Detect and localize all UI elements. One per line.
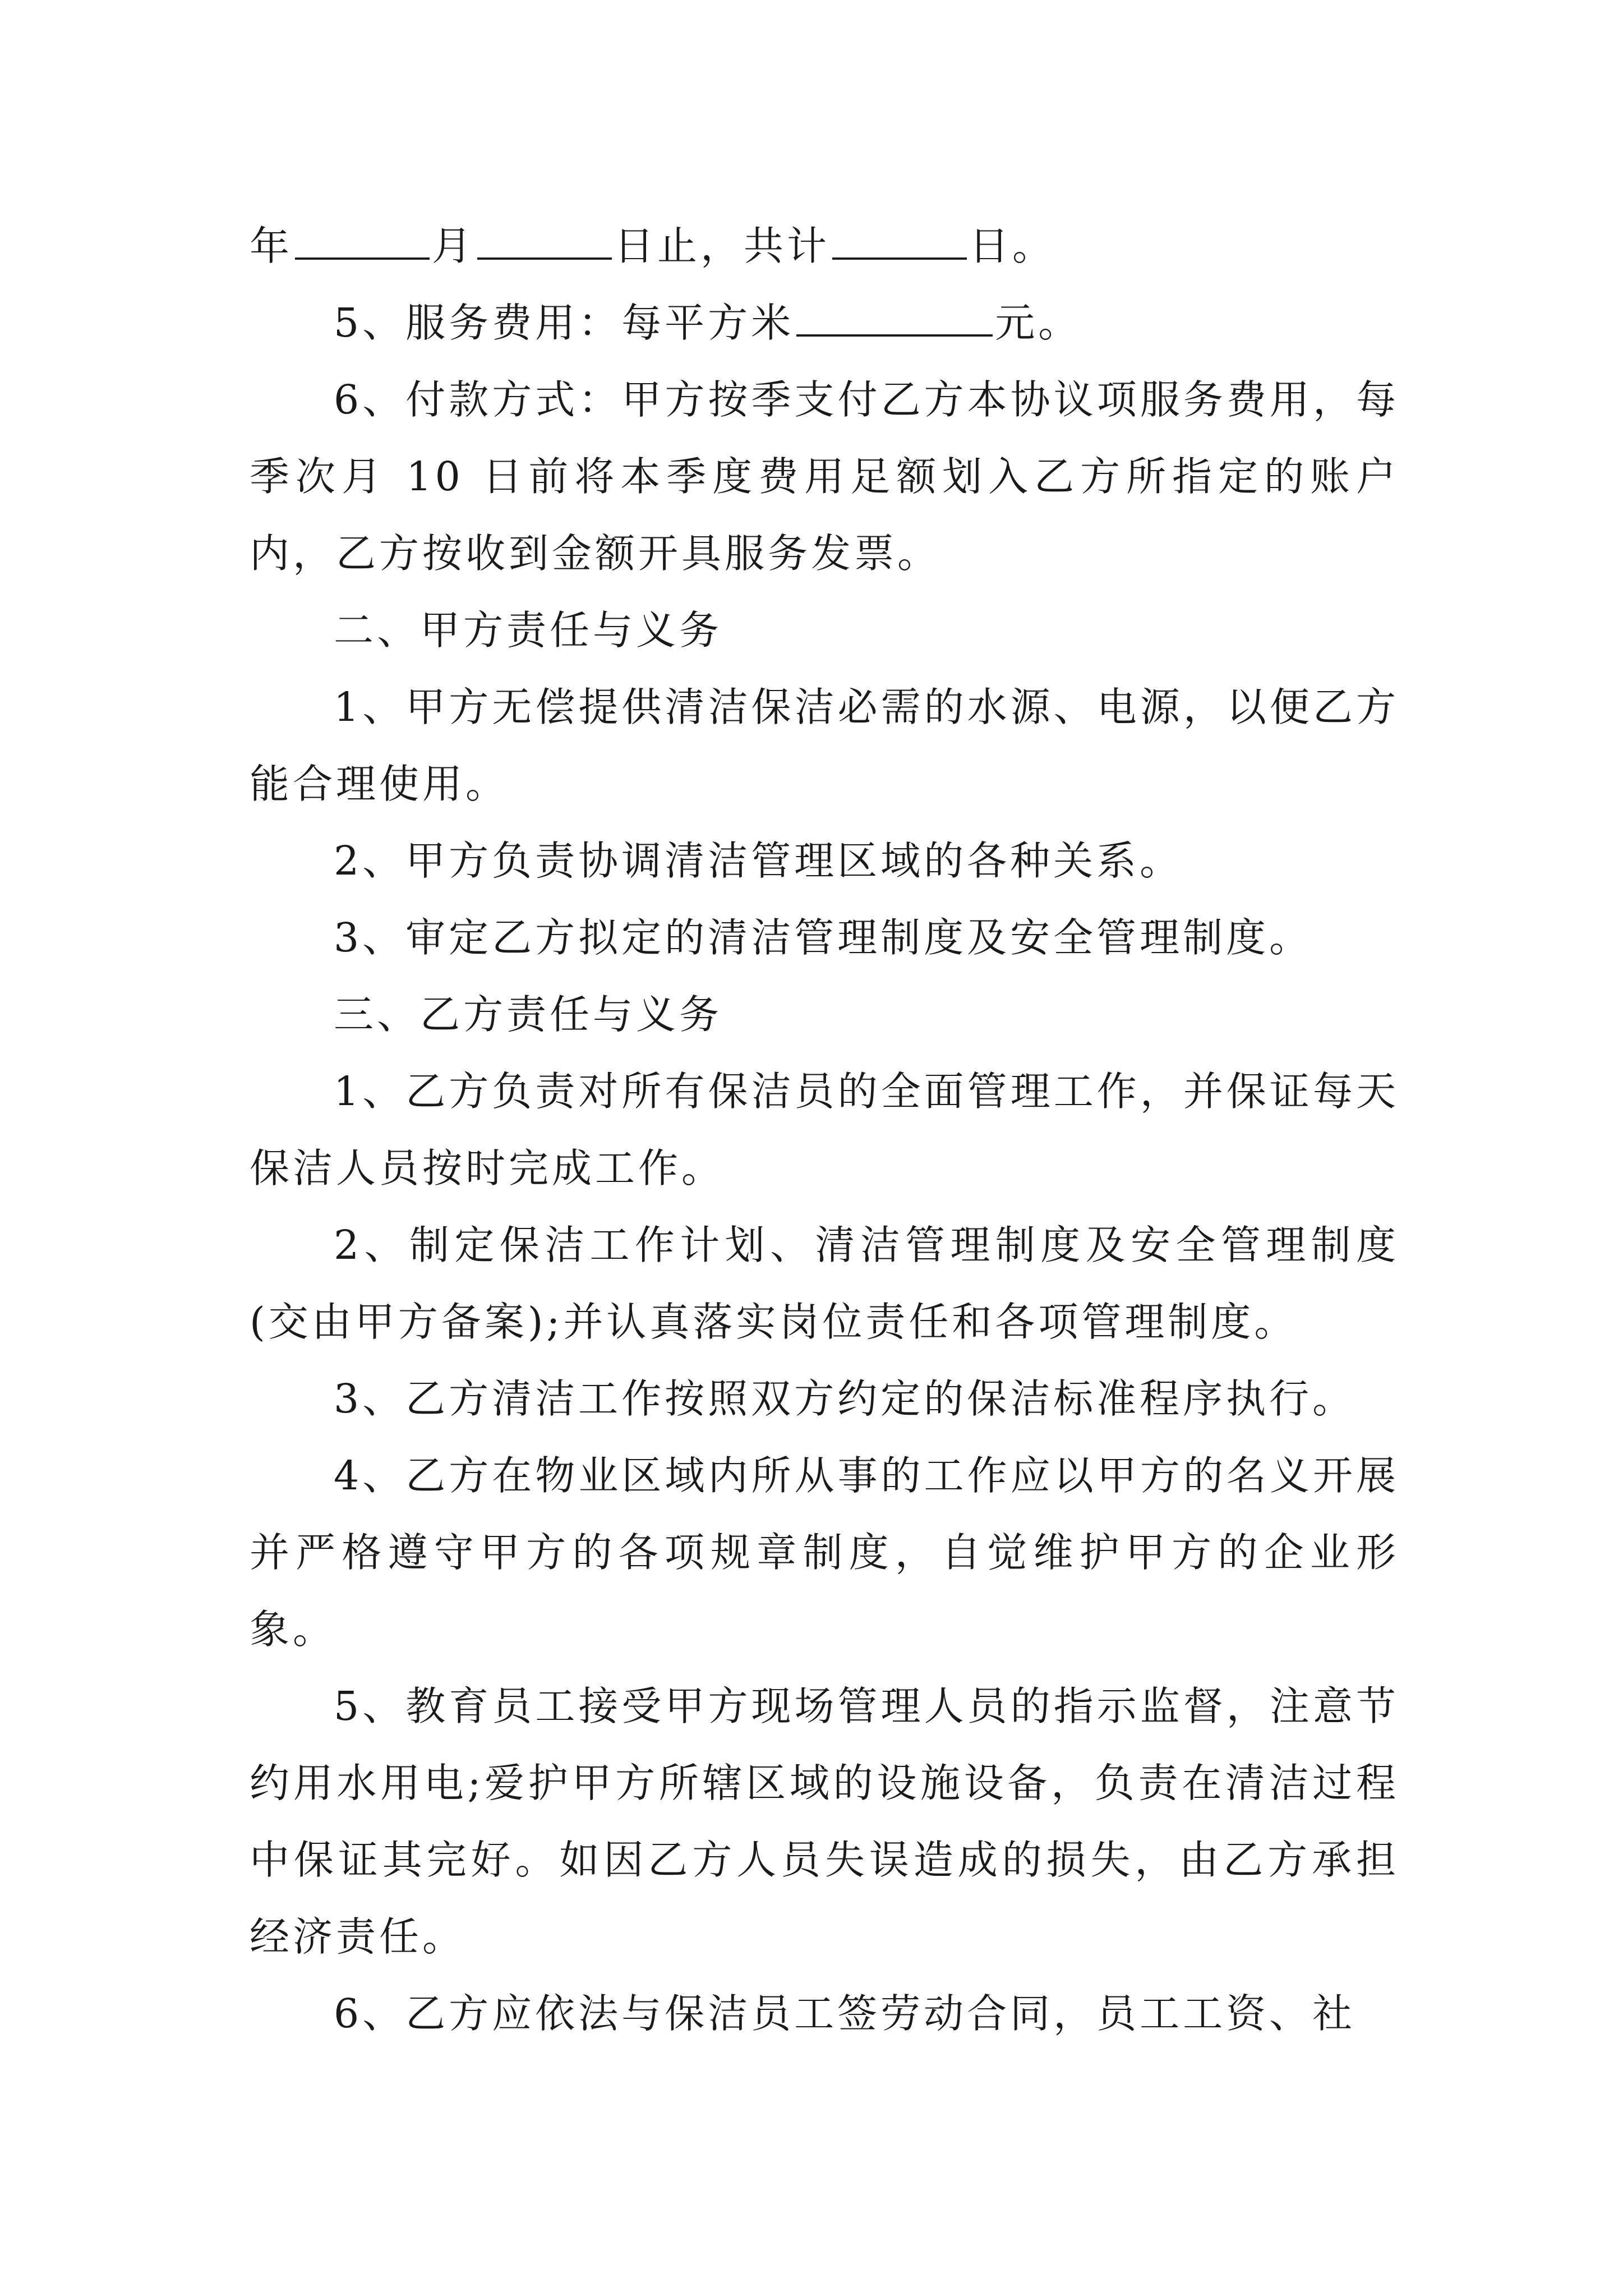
party-b-clause-4: 4、乙方在物业区域内所从事的工作应以甲方的名义开展并严格遵守甲方的各项规章制度，自觉维护甲方的企业形象。 <box>250 1452 1399 1653</box>
payment-method: 6、付款方式：甲方按季支付乙方本协议项服务费用，每季次月 10 日前将本季度费用足额划入乙方所指定的账户内，乙方按收到金额开具服务发票。 <box>250 376 1399 577</box>
party-a-clause-2: 2、甲方负责协调清洁管理区域的各种关系。 <box>334 838 1183 884</box>
party-a-clause-1: 1、甲方无偿提供清洁保洁必需的水源、电源，以便乙方能合理使用。 <box>250 684 1399 807</box>
party-a-clause-3: 3、审定乙方拟定的清洁管理制度及安全管理制度。 <box>334 914 1313 961</box>
day-blank <box>477 218 612 260</box>
day-label: 日。 <box>969 223 1056 269</box>
date-range-line <box>250 208 1399 284</box>
party-b-clause-5: 5、教育员工接受甲方现场管理人员的指示监督，注意节约用水用电;爱护甲方所辖区域的设施设备，负责在清洁过程中保证其完好。如因乙方人员失误造成的损失，由乙方承担经济责任。 <box>250 1683 1399 1960</box>
contract-body <box>250 208 1399 2052</box>
section-heading-party-b: 三、乙方责任与义务 <box>334 991 723 1038</box>
month-label: 月 <box>432 223 476 269</box>
month-blank <box>295 218 430 260</box>
section-heading-party-a: 二、甲方责任与义务 <box>334 607 723 654</box>
service-fee-line <box>250 284 1399 361</box>
party-b-clause-1: 1、乙方负责对所有保洁员的全面管理工作，并保证每天保洁人员按时完成工作。 <box>250 1068 1399 1191</box>
party-b-clause-3: 3、乙方清洁工作按照双方约定的保洁标准程序执行。 <box>334 1375 1356 1422</box>
year-label: 年 <box>250 223 293 269</box>
fee-unit: 元。 <box>995 300 1082 346</box>
fee-blank <box>796 295 993 337</box>
total-days-blank <box>832 218 967 260</box>
party-b-clause-2: 2、制定保洁工作计划、清洁管理制度及安全管理制度(交由甲方备案);并认真落实岗位责任和各项管理制度。 <box>250 1222 1399 1345</box>
day-end-label: 日止，共计 <box>614 223 831 269</box>
party-b-clause-6: 6、乙方应依法与保洁员工签劳动合同，员工工资、社 <box>334 1990 1356 2037</box>
service-fee-label: 5、服务费用：每平方米 <box>334 300 795 346</box>
